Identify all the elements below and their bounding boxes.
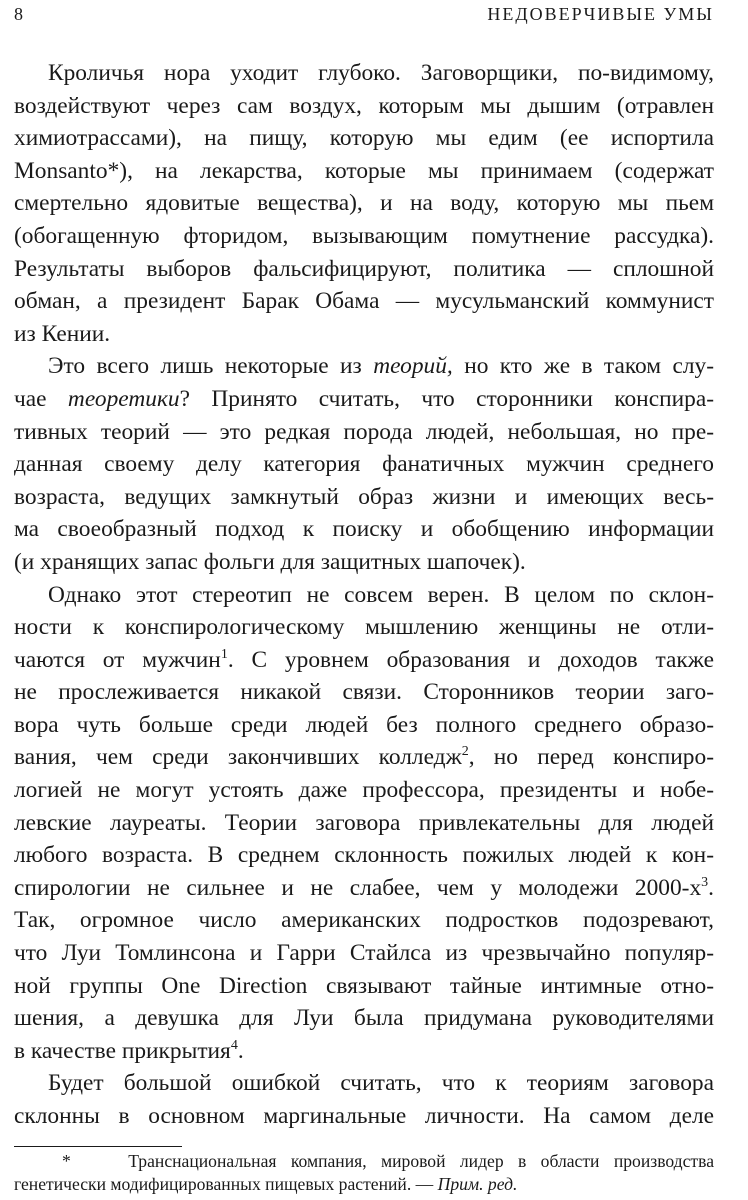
text-line: чае теоретики? Принято считать, что сторонники конспира- xyxy=(14,385,714,412)
running-head: НЕДОВЕРЧИВЫЕ УМЫ xyxy=(487,4,714,24)
text-line: (обогащенную фторидом, вызывающим помутнение рассудка). xyxy=(14,222,714,249)
text-line: Результаты выборов фальсифицируют, политика — сплошной xyxy=(14,255,714,282)
page-number: 8 xyxy=(14,4,23,24)
endnote-reference[interactable]: 1 xyxy=(220,646,228,662)
body-text xyxy=(14,57,714,1133)
text-line: что Луи Томлинсона и Гарри Стайлса из чрезвычайно популяр- xyxy=(14,940,714,967)
text-line: Monsanto*), на лекарства, которые мы принимаем (содержат xyxy=(14,157,714,184)
text-line: Это всего лишь некоторые из теорий, но кто же в таком слу- xyxy=(48,353,714,380)
footnote-marker: * xyxy=(62,1151,71,1171)
page-header xyxy=(14,4,714,28)
text-line: из Кении. xyxy=(14,320,111,347)
text-line: логией не могут устоять даже профессора, президенты и нобе- xyxy=(14,777,714,804)
footnote xyxy=(14,1150,714,1196)
text-line: левские лауреаты. Теории заговора привлекательны для людей xyxy=(14,809,714,836)
text-line: ма своеобразный подход к поиску и обобщению информации xyxy=(14,516,714,543)
text-line: чаются от мужчин$^1$. С уровнем образования и доходов также xyxy=(14,646,714,673)
text-line: склонны в основном маргинальные личности. На самом деле xyxy=(14,1103,714,1129)
text-line: любого возраста. В среднем склонность пожилых людей к кон- xyxy=(14,842,714,869)
endnote-reference[interactable]: 4 xyxy=(230,1037,238,1053)
text-line: ной группы One Direction связывают тайные интимные отно- xyxy=(14,972,714,999)
footnote-marker[interactable]: * xyxy=(107,157,120,184)
text-line: Кроличья нора уходит глубоко. Заговорщики, по-видимому, xyxy=(48,60,714,86)
text-line: не прослеживается никакой связи. Сторонников теории заго- xyxy=(14,679,714,706)
text-line: вания, чем среди закончивших колледж$^2$, но перед конспиро- xyxy=(14,744,714,771)
text-line: ности к конспирологическому мышлению женщины не отли- xyxy=(14,614,714,641)
text-line: (и хранящих запас фольги для защитных шапочек). xyxy=(14,548,526,575)
text-line: воздействуют через сам воздух, которым мы дышим (отравлен xyxy=(14,92,714,119)
footnote-divider xyxy=(14,1146,182,1147)
text-line: Так, огромное число американских подростков подозревают, xyxy=(14,907,714,934)
text-line: возраста, ведущих замкнутый образ жизни и имеющих весь- xyxy=(14,483,714,510)
text-line: обман, а президент Барак Обама — мусульманский коммунист xyxy=(14,288,714,315)
text-line: вора чуть больше среди людей без полного среднего образо- xyxy=(14,711,714,738)
text-line: Однако этот стереотип не совсем верен. В целом по склон- xyxy=(48,581,714,608)
footnote-line: генетически модифицированных пищевых растений. — Прим. ред. xyxy=(14,1174,518,1194)
text-line: данная своему делу категория фанатичных мужчин среднего xyxy=(14,451,714,478)
endnote-reference[interactable]: 3 xyxy=(701,874,709,890)
text-line: спирологии не сильнее и не слабее, чем у молодежи $2000-х^3$. xyxy=(14,874,714,901)
text-line: Будет большой ошибкой считать, что к теориям заговора xyxy=(48,1070,714,1097)
text-line: смертельно ядовитые вещества), и на воду, которую мы пьем xyxy=(14,190,714,217)
text-line: химиотрассами), на пищу, которую мы едим (ее испортила xyxy=(14,125,714,152)
text-line: в качестве прикрытия$^4$. xyxy=(14,1037,244,1064)
endnote-reference[interactable]: 2 xyxy=(461,744,469,760)
text-line: шения, а девушка для Луи была придумана руководителями xyxy=(14,1005,714,1032)
text-line: тивных теорий — это редкая порода людей, небольшая, но пре- xyxy=(14,418,714,445)
footnote-line: * Транснациональная компания, мировой лидер в области производства xyxy=(62,1151,714,1171)
